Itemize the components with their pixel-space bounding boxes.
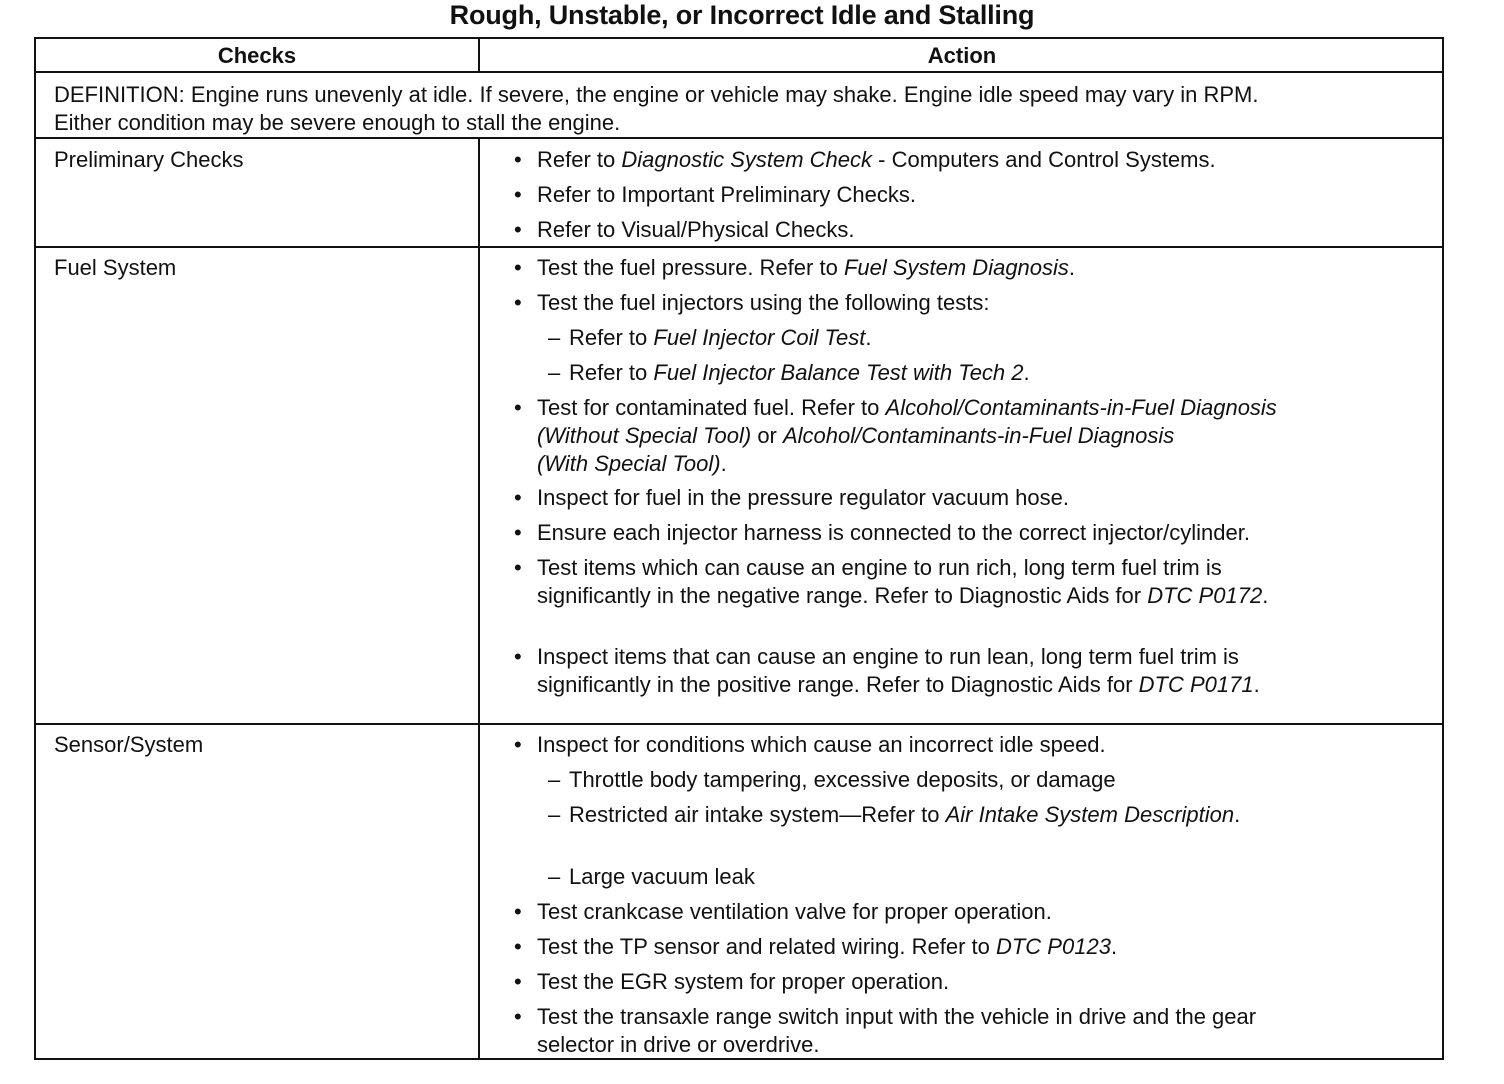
list-item: • Test for contaminated fuel. Refer to Alcohol/Contaminants-in-Fuel Diagnosis (Without Special Tool) or Alcohol/Contaminants-in-Fuel Diagnosis (With Special Tool). bbox=[512, 394, 1432, 478]
list-item: • Test the transaxle range switch input with the vehicle in drive and the gear selector in drive or overdrive. bbox=[512, 1003, 1432, 1059]
fuel-divider bbox=[36, 723, 1442, 725]
check-label-preliminary: Preliminary Checks bbox=[54, 147, 244, 172]
list-item: • Refer to Visual/Physical Checks. bbox=[512, 216, 1432, 244]
list-item: • Inspect for fuel in the pressure regulator vacuum hose. bbox=[512, 484, 1432, 512]
list-item: • Test the fuel pressure. Refer to Fuel System Diagnosis. bbox=[512, 254, 1432, 282]
action-list-preliminary bbox=[512, 146, 1432, 244]
column-divider-body bbox=[478, 137, 480, 1058]
column-header-action: Action bbox=[927, 43, 997, 68]
preliminary-divider bbox=[36, 246, 1442, 248]
sub-list-item: – Large vacuum leak bbox=[512, 863, 1432, 891]
action-list-fuel-system bbox=[512, 254, 1432, 699]
definition-text: DEFINITION: Engine runs unevenly at idle. If severe, the engine or vehicle may shake. Engine idle speed may vary in RPM. Either condition may be severe enough to stall the engine. bbox=[54, 82, 1259, 135]
header-divider bbox=[36, 71, 1442, 73]
sub-list-item: – Restricted air intake system—Refer to Air Intake System Description. bbox=[512, 801, 1432, 829]
sub-list-item: – Refer to Fuel Injector Balance Test with Tech 2. bbox=[512, 359, 1432, 387]
check-label-sensor-system: Sensor/System bbox=[54, 732, 204, 757]
sub-list-item: – Refer to Fuel Injector Coil Test. bbox=[512, 324, 1432, 352]
list-item: • Ensure each injector harness is connected to the correct injector/cylinder. bbox=[512, 519, 1432, 547]
column-header-checks: Checks bbox=[217, 43, 297, 68]
diagnostic-table bbox=[34, 37, 1444, 1060]
list-item: • Refer to Important Preliminary Checks. bbox=[512, 181, 1432, 209]
list-item: • Refer to Diagnostic System Check - Computers and Control Systems. bbox=[512, 146, 1432, 174]
list-item: • Test items which can cause an engine to run rich, long term fuel trim is significantly in the negative range. Refer to Diagnostic Aids for DTC P0172. bbox=[512, 554, 1432, 610]
list-item: • Test the fuel injectors using the following tests: bbox=[512, 289, 1432, 317]
sub-list-item: – Throttle body tampering, excessive deposits, or damage bbox=[512, 766, 1432, 794]
list-item: • Test the TP sensor and related wiring. Refer to DTC P0123. bbox=[512, 933, 1432, 961]
action-list-sensor-system bbox=[512, 731, 1432, 1059]
list-item: • Test crankcase ventilation valve for proper operation. bbox=[512, 898, 1432, 926]
list-item: • Inspect items that can cause an engine to run lean, long term fuel trim is significantly in the positive range. Refer to Diagnostic Aids for DTC P0171. bbox=[512, 643, 1432, 699]
list-item: • Test the EGR system for proper operation. bbox=[512, 968, 1432, 996]
page-title: Rough, Unstable, or Incorrect Idle and Stalling bbox=[449, 0, 1035, 30]
definition-divider bbox=[36, 137, 1442, 139]
check-label-fuel-system: Fuel System bbox=[54, 255, 177, 280]
list-item: • Inspect for conditions which cause an incorrect idle speed. bbox=[512, 731, 1432, 759]
